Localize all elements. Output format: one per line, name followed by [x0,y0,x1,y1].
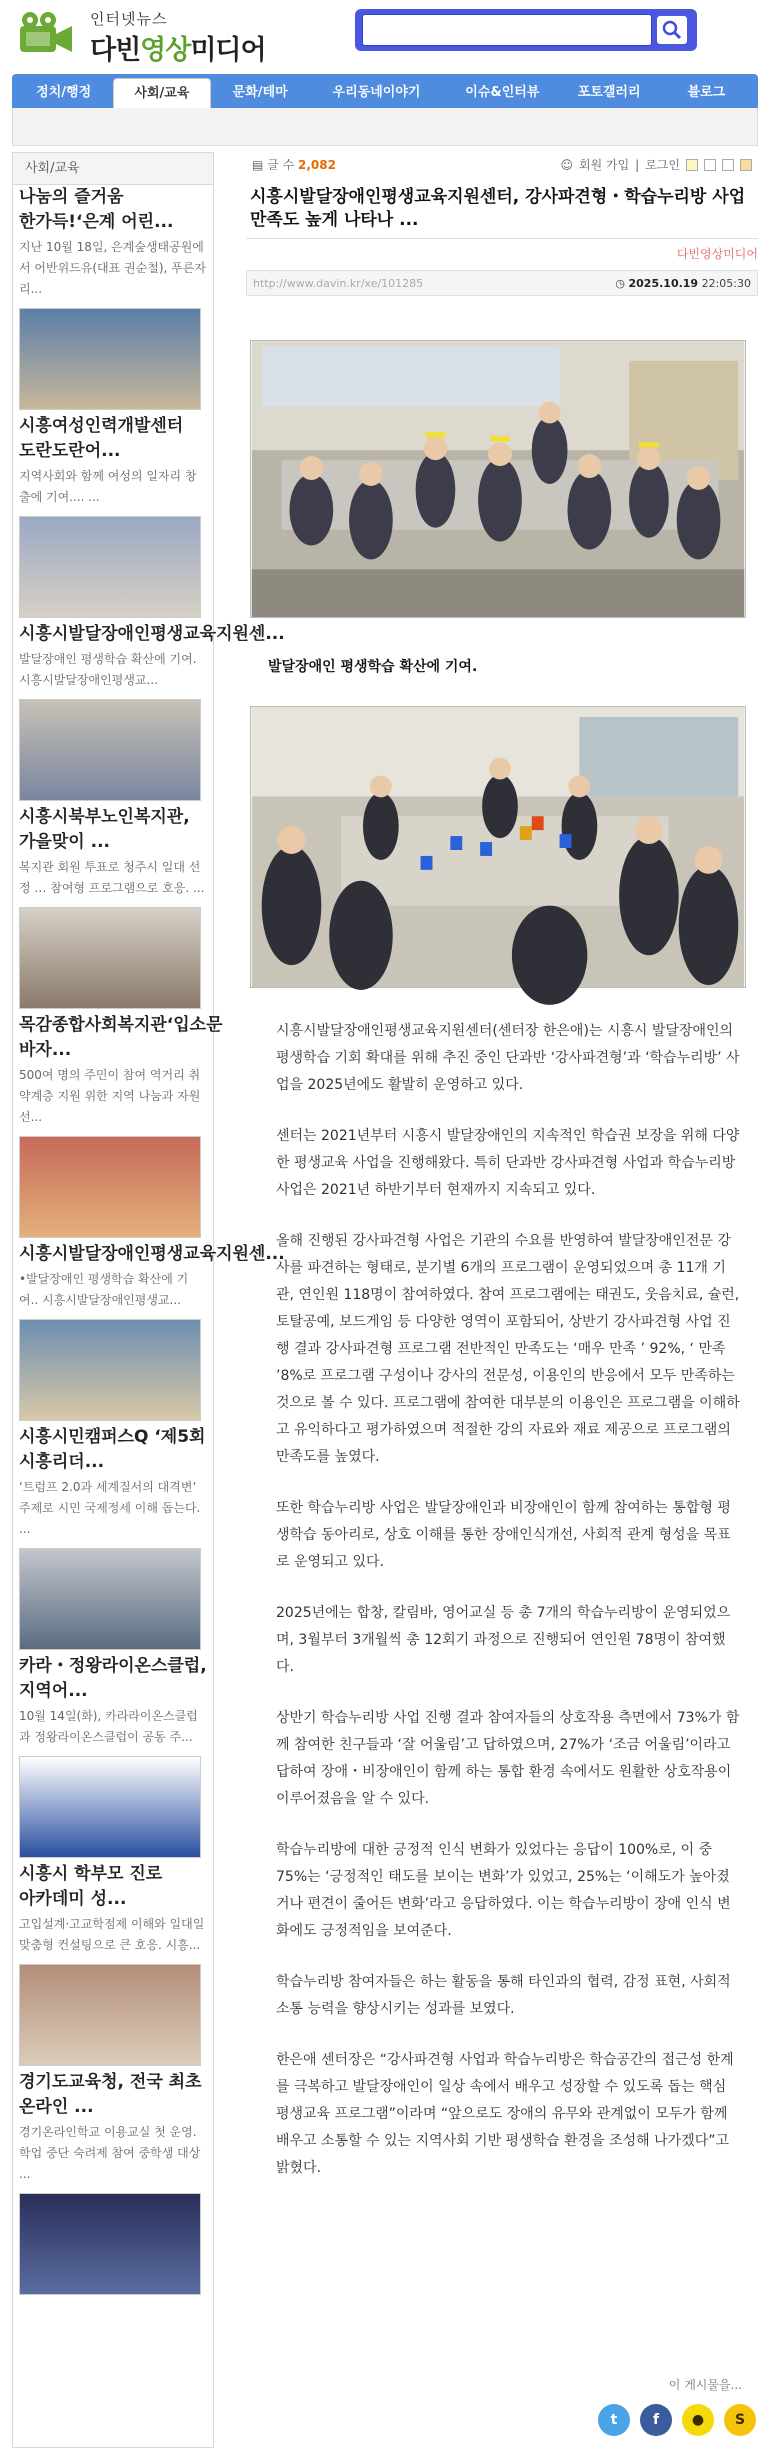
article-date: 2025.10.19 [628,277,699,290]
member-join-link[interactable]: 회원 가입 [578,158,630,172]
sidebar-article-summary: 10월 14일(화), 카라라이온스클럽과 정왕라이온스클럽이 공동 주... [19,1709,198,1744]
sidebar-article-title[interactable]: 카라・정왕라이온스클럽, 지역어... [19,1656,207,1701]
sidebar-article-summary: 고입설계·고교학점제 이해와 일대일 맞춤형 컨설팅으로 큰 호응. 시흥... [19,1917,205,1952]
main-nav [12,74,758,108]
paragraph: 한은애 센터장은 “강사파견형 사업과 학습누리방은 학습공간의 접근성 한계를 극복하고 발달장애인이 일상 속에서 배우고 성장할 수 있도록 돕는 핵심 평생교육 프로그램”이라며 “앞으로도 장애의 유무와 관계없이 모두가 함께 배우고 소통할 수 있는 지역사회 기반 평생학습 환경을 조성해 나가겠다”고 밝혔다. [276,2052,734,2176]
tab-neighborhood[interactable]: 우리동네이야기 [332,85,421,100]
paragraph: 상반기 학습누리방 사업 진행 결과 참여자들의 상호작용 측면에서 73%가 함께 참여한 친구들과 ‘잘 어울림’고 답하였으며, 27%가 ‘조금 어울림’이라고 답하여 장애・비장애인이 함께 하는 통합 환경 속에서도 원활한 상호작용이 이루어졌음을 알 수 있다. [276,1710,740,1807]
article [246,152,758,2190]
logo-name [90,28,266,67]
paragraph: 올해 진행된 강사파견형 사업은 기관의 수요를 반영하여 발달장애인전문 강사를 파견하는 형태로, 분기별 6개의 프로그램이 운영되었으며 총 11개 기관, 연인원 118명이 참여하였다. 참여 프로그램에는 태권도, 웃음치료, 슐런, 토탈공예, 보드게임 등 다양한 영역이 포함되어, 상반기 강사파견형 사업 진행 결과 강사파견형 프로그램 전반적인 만족도는 ‘매우 만족 ’ 92%, ‘ 만족 ’8%로 프로그램 구성이나 강사의 전문성, 이용인의 반응에서 모두 만족하는 것으로 볼 수 있다. 프로그램에 참여한 대부분의 이용인은 프로그램을 이해하고 유익하다고 평가하였으며 적절한 강의 자료와 재료 제공으로 프로그램의 만족도를 높였다. [276,1233,740,1465]
kakaostory-icon[interactable]: S [724,2404,756,2436]
tab-issue-interview[interactable]: 이슈&인터뷰 [465,85,540,100]
paragraph: 센터는 2021년부터 시흥시 발달장애인의 지속적인 학습권 보장을 위해 다양한 평생교육 사업을 진행해왔다. 특히 단과반 강사파견형 사업과 학습누리방 사업은 2021년 하반기부터 현재까지 지속되고 있다. [276,1128,740,1198]
article-url[interactable]: http://www.davin.kr/xe/101285 [253,277,424,290]
tab-blog[interactable]: 블로그 [687,85,726,100]
sidebar-article-title[interactable]: 시흥여성인력개발센터 도란도란어... [19,416,184,461]
sidebar-article-summary: 지난 10월 18일, 은계숲생태공원에서 어반위드유(대표 권순철), 푸른자리... [19,240,206,296]
sidebar-article-thumbnail[interactable] [19,1548,201,1650]
sidebar-article-thumbnail[interactable] [19,1319,201,1421]
film-camera-icon [16,10,76,58]
sidebar-article-item[interactable] [13,1013,223,1238]
article-url-bar [246,270,758,296]
kakaotalk-icon[interactable]: ● [682,2404,714,2436]
sidebar-article-summary: 발달장애인 평생학습 확산에 기여. 시흥시발달장애인평생교... [19,652,197,687]
tab-society-education[interactable]: 사회/교육 [113,78,210,108]
sidebar-article-summary: ‘트럼프 2.0과 세계질서의 대격변’ 주제로 시민 국제정세 이해 돕는다. ... [19,1480,201,1536]
sidebar-article-summary: 지역사회와 함께 여성의 일자리 창출에 기여.... ... [19,469,197,504]
share-buttons [598,2404,756,2436]
article-datetime [615,277,751,290]
account-links [560,156,752,173]
more-posts-link[interactable]: 이 게시물을... [668,2378,742,2392]
clock-icon: ◷ [615,277,625,290]
sidebar-article-summary: 500여 명의 주민이 참여 역거리 취약계층 지원 위한 지역 나눔과 자원 선... [19,1068,201,1124]
login-link[interactable]: 로그인 [645,158,680,172]
sidebar-article-summary: 경기온라인학교 이용교실 첫 운영. 학업 중단 숙려제 참여 중학생 대상 ... [19,2125,201,2181]
sidebar-article-title[interactable]: 시흥시북부노인복지관, 가을맞이 ... [19,807,190,852]
post-count [252,156,336,173]
post-count-label: 글 수 [267,158,295,172]
sidebar-article-title[interactable]: 시흥시민캠퍼스Q ‘제5회 시흥리더... [19,1427,206,1472]
article-photo-2 [250,706,746,988]
logo-name-part1: 다빈 [90,35,141,66]
sidebar-article-title[interactable]: 시흥시발달장애인평생교육지원센... [19,624,285,644]
sidebar-article-item[interactable] [13,185,213,410]
post-count-value: 2,082 [298,158,336,172]
user-icon: ☺ [560,157,573,172]
search-input[interactable] [362,14,652,46]
sidebar-article-thumbnail[interactable] [19,1136,201,1238]
logo-subtitle: 인터넷뉴스 [90,10,168,28]
sidebar-article-thumbnail[interactable] [19,1964,201,2066]
sidebar-article-title[interactable]: 목감종합사회복지관‘입소문 바자... [19,1015,223,1060]
paragraph: 2025년에는 합창, 칼림바, 영어교실 등 총 7개의 학습누리방이 운영되었으며, 3월부터 3개월씩 총 12회기 과정으로 진행되어 연인원 78명이 참여했다. [276,1605,731,1675]
sidebar-article-item[interactable] [13,2070,213,2295]
sidebar-list [13,185,285,2295]
sidebar-article-item[interactable] [13,1654,213,1858]
photo-caption: 발달장애인 평생학습 확산에 기여. [268,659,478,675]
divider: | [635,157,640,172]
sidebar-article-item[interactable] [13,805,213,1009]
help-icon[interactable] [686,159,698,171]
sidebar-article-thumbnail[interactable] [19,516,201,618]
sidebar-article-item[interactable] [13,1242,285,1421]
sidebar-article-thumbnail[interactable] [19,2193,201,2295]
gallery-view-icon[interactable] [740,159,752,171]
sidebar-article-thumbnail[interactable] [19,699,201,801]
tab-culture[interactable]: 문화/테마 [232,85,288,100]
site-logo[interactable] [16,6,326,66]
document-icon: ▤ [252,158,264,172]
search-button[interactable] [657,16,687,44]
article-meta-bar [246,152,758,176]
sidebar-article-thumbnail[interactable] [19,1756,201,1858]
sidebar-article-title[interactable]: 시흥시발달장애인평생교육지원센... [19,1244,285,1264]
sidebar-article-thumbnail[interactable] [19,308,201,410]
sub-nav-bar [12,108,758,146]
list-view-icon[interactable] [704,159,716,171]
sidebar-article-title[interactable]: 시흥시 학부모 진로 아카데미 성... [19,1864,163,1909]
search-box [355,9,697,51]
sidebar-article-thumbnail[interactable] [19,907,201,1009]
sidebar-article-item[interactable] [13,1425,213,1650]
article-title: 시흥시발달장애인평생교육지원센터, 강사파견형・학습누리방 사업 만족도 높게 나타나 ... [250,187,746,230]
sidebar-article-summary: 복지관 회원 투표로 청주시 일대 선정 … 참여형 프로그램으로 호응. ... [19,860,205,895]
sidebar-article-item[interactable] [13,414,213,618]
paragraph: 또한 학습누리방 사업은 발달장애인과 비장애인이 함께 참여하는 통합형 평생학습 동아리로, 상호 이해를 통한 장애인식개선, 사회적 관계 형성을 목표로 운영되고 있다. [276,1500,731,1570]
logo-name-part3: 미디어 [190,35,266,66]
paragraph: 시흥시발달장애인평생교육지원센터(센터장 한은애)는 시흥시 발달장애인의 평생학습 기회 확대를 위해 추진 중인 단과반 ‘강사파견형’과 ‘학습누리방’ 사업을 2025년에도 활발히 운영하고 있다. [276,1023,740,1093]
paragraph: 학습누리방에 대한 긍정적 인식 변화가 있었다는 응답이 100%로, 이 중 75%는 ‘긍정적인 태도를 보이는 변화’가 있었고, 25%는 ‘이해도가 높아졌거나 편견이 줄어든 변화’라고 응답하였다. 이는 학습누리방이 장애 인식 변화에도 긍정적임을 보여준다. [276,1842,731,1939]
article-source[interactable]: 다빈영상미디어 [246,238,758,262]
sidebar-article-item[interactable] [13,1862,213,2066]
logo-name-part2: 영상 [140,35,191,66]
sidebar-article-summary: •발달장애인 평생학습 확산에 기여.. 시흥시발달장애인평생교... [19,1272,189,1307]
tab-photo-gallery[interactable]: 포토갤러리 [577,85,641,100]
facebook-icon[interactable]: f [640,2404,672,2436]
article-body [246,1018,758,2182]
tab-politics[interactable]: 정치/행정 [36,85,92,100]
webzine-view-icon[interactable] [722,159,734,171]
search-icon [662,20,682,40]
paragraph: 학습누리방 참여자들은 하는 활동을 통해 타인과의 협력, 감정 표현, 사회적 소통 능력을 향상시키는 성과를 보였다. [276,1974,731,2017]
sidebar-heading: 사회/교육 [13,153,213,185]
article-time: 22:05:30 [701,277,751,290]
twitter-icon[interactable]: t [598,2404,630,2436]
article-photo-1 [250,340,746,618]
sidebar-article-title[interactable]: 나눔의 즐거움 한가득!‘은계 어린... [19,187,174,232]
sidebar-article-title[interactable]: 경기도교육청, 전국 최초 온라인 ... [19,2072,202,2117]
sidebar-article-item[interactable] [13,622,285,801]
